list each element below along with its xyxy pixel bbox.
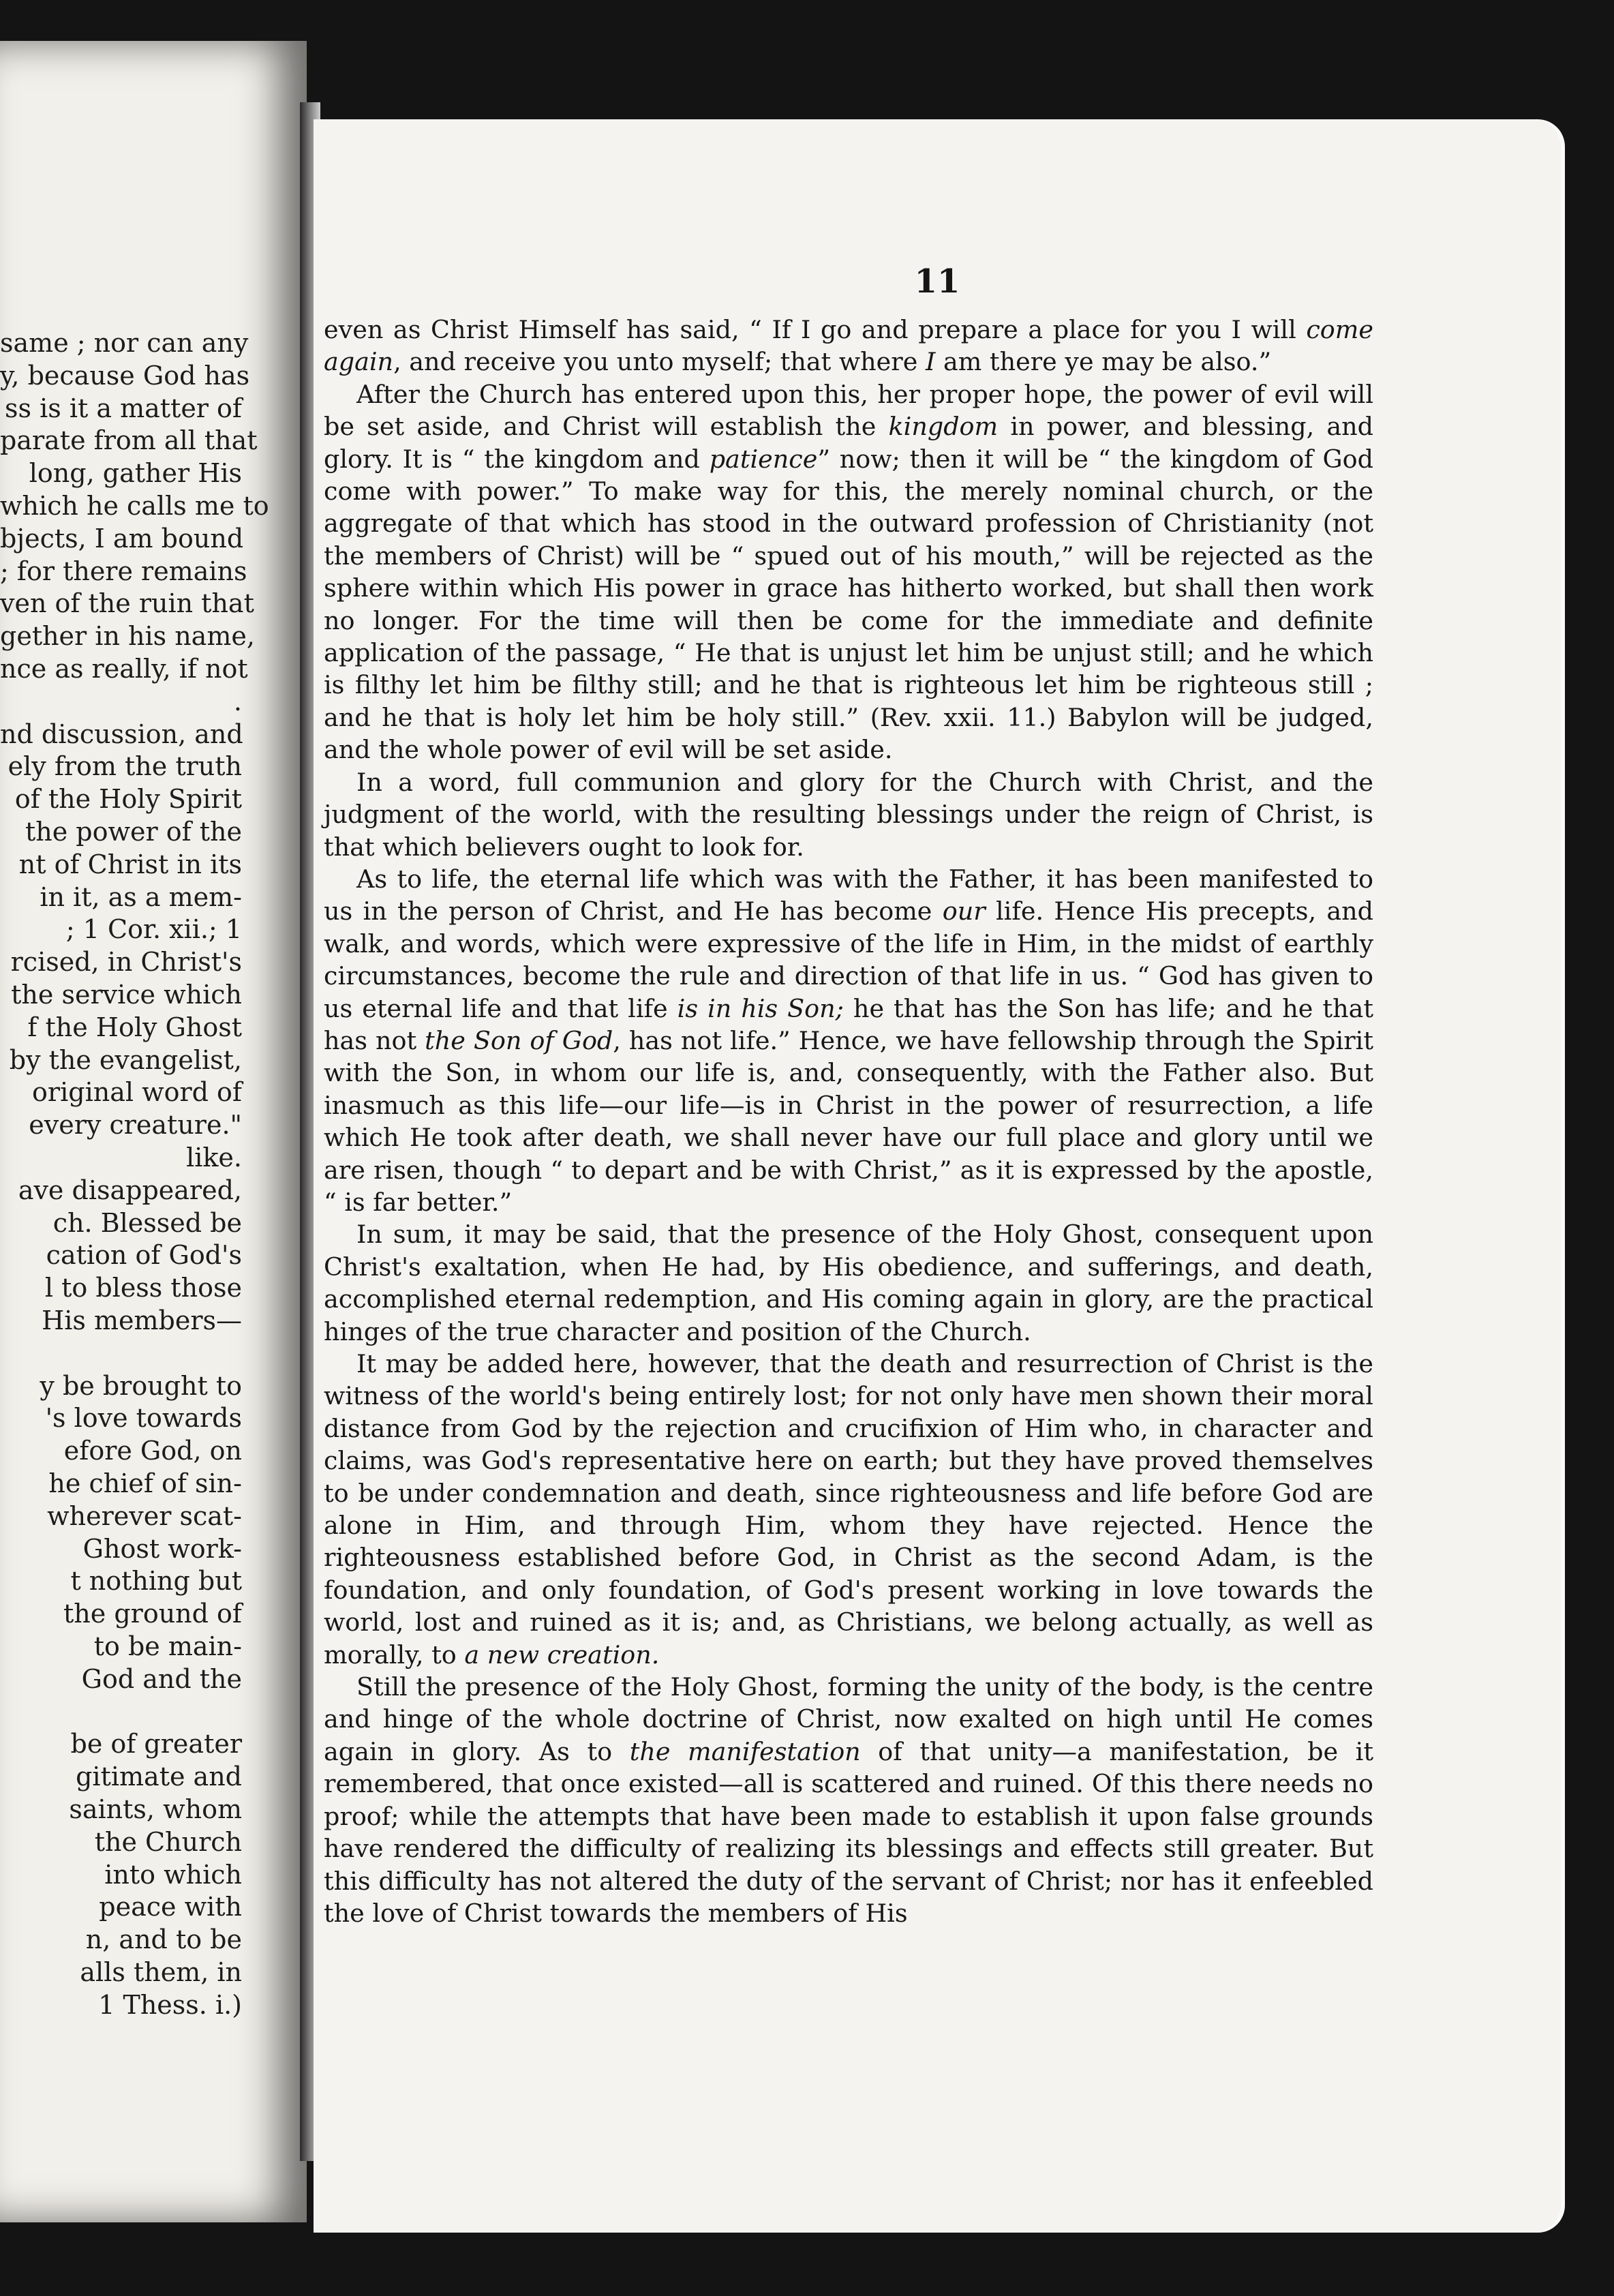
left-page-line: ven of the ruin that — [0, 588, 254, 619]
left-page-line: bjects, I am bound — [0, 523, 244, 554]
left-page-line: Ghost work- — [82, 1533, 242, 1564]
left-page-line: peace with — [99, 1892, 242, 1922]
text-run: , and receive you unto myself; that where — [393, 347, 926, 377]
left-page-line: gitimate and — [76, 1762, 242, 1792]
left-page-line: cation of God's — [46, 1240, 242, 1271]
left-page-line: nce as really, if not — [0, 654, 248, 684]
page-body-text — [324, 314, 1373, 1929]
left-page-line: . — [233, 686, 242, 716]
text-run: even as Christ Himself has said, “ If I go and prepare a place for you I will — [324, 315, 1307, 344]
left-page-line: the service which — [11, 980, 242, 1010]
left-page-line: the ground of — [63, 1599, 242, 1629]
left-page-line: y be brought to — [40, 1370, 242, 1401]
left-page-line: 1 Thess. i.) — [98, 1989, 242, 2020]
left-page-line: like. — [186, 1143, 242, 1173]
italic-phrase: kingdom — [888, 412, 999, 442]
left-page-line: nd discussion, and — [0, 719, 243, 749]
paragraph — [324, 1218, 1373, 1348]
left-page-line: the Church — [94, 1826, 242, 1857]
text-run: It may be added here, however, that the death and resurrection of Christ is the witness of the world's being entirely lost; for not only have men shown their moral distance from God by the rejection and crucifixion of Him who, in character and claims, was God's representative here on earth; but they have proved themselves to be under condemnation and death, since righteousness and life before God are alone in Him, and through Him, whom they have rejected. Hence the righteousness established before God, in Christ as the second Adam, is the foundation, and only foundation, of God's present working in love towards the world, lost and ruined as it is; and, as Christians, we belong actually, as well as morally, to — [324, 1349, 1373, 1670]
left-page-line: long, gather His — [29, 458, 242, 489]
left-page-line: original word of — [32, 1077, 242, 1108]
left-page-line: l to bless those — [44, 1273, 242, 1303]
left-page-line: ; for there remains — [0, 556, 247, 586]
text-run: , has not life.” Hence, we have fellowship through the Spirit with the Son, in whom our life is, and, consequently, with the Father also. But inasmuch as this life—our life—is in Christ in the power of resurrection, a life which He took after death, we shall never have our full place and glory until we are risen, though “ to depart and be with Christ,” as it is expressed by the apostle, “ is far better.” — [324, 1025, 1373, 1217]
page-number: 11 — [914, 262, 960, 301]
text-run: he that has the Son has life; and he that has not — [324, 993, 1373, 1055]
paragraph — [324, 314, 1373, 378]
left-page — [0, 41, 307, 2222]
left-page-line: n, and to be — [85, 1924, 242, 1955]
italic-phrase: a new creation. — [464, 1640, 660, 1670]
paragraph — [324, 1348, 1373, 1671]
left-page-line: of the Holy Spirit — [14, 784, 242, 815]
left-page-line: ely from the truth — [7, 751, 242, 782]
text-run: life. Hence His precepts, and walk, and words, which were expressive of the life in Him, in the midst of earthly circumstances, become the rule and direction of that life in us. “ God has given to us eternal life and that life — [324, 896, 1374, 1023]
text-run: In sum, it may be said, that the presence of the Holy Ghost, consequent upon Christ's exaltation, when He had, by His obedience, and sufferings, and death, accomplished eternal redemption, and His coming again in glory, are the practical hinges of the true character and position of the Church. — [324, 1220, 1373, 1346]
left-page-line: parate from all that — [0, 425, 258, 456]
left-page-line: in it, as a mem- — [40, 881, 242, 912]
left-page-line: f the Holy Ghost — [27, 1012, 242, 1042]
italic-phrase: come again — [324, 315, 1373, 377]
italic-phrase: the manifestation — [629, 1736, 861, 1766]
left-page-line: y, because God has — [0, 360, 250, 391]
left-page-line: God and the — [81, 1663, 242, 1694]
left-page-line: ch. Blessed be — [52, 1207, 242, 1238]
left-page-line: His members— — [42, 1305, 242, 1335]
left-page-line: wherever scat- — [47, 1500, 242, 1531]
text-run: of that unity—a manifestation, be it remembered, that once existed—all is scattered and ruined. Of this there needs no proof; while the attempts that have been made to establish it upon false grounds have rendered the difficulty of realizing its blessings and effects still greater. But this difficulty has not altered the duty of the servant of Christ; nor has it enfeebled the love of Christ towards the members of His — [324, 1736, 1373, 1928]
left-page-line: which he calls me to — [0, 491, 269, 521]
paragraph — [324, 378, 1373, 766]
italic-phrase: patience — [709, 444, 818, 474]
text-run: Still the presence of the Holy Ghost, forming the unity of the body, is the centre and hinge of the whole doctrine of Christ, now exalted on high until He comes again in glory. As to — [324, 1672, 1373, 1766]
left-page-line: same ; nor can any — [0, 328, 249, 358]
left-page-line: 's love towards — [45, 1403, 242, 1434]
left-page-line: ss is it a matter of — [5, 393, 242, 423]
left-page-line: t nothing but — [70, 1566, 242, 1597]
text-run: in power, and blessing, and glory. It is “ the kingdom and — [324, 412, 1374, 474]
text-run: am there ye may be also.” — [935, 347, 1272, 377]
text-run: ” now; then it will be “ the kingdom of God come with power.” To make way for this, the merely nominal church, or the aggregate of that which has stood in the outward profession of Christianity (not the members of Christ) will be “ spued out of his mouth,” will be rejected as the sphere within which His power in grace has hitherto worked, but shall then work no longer. For the time will then be come for the immediate and definite application of the passage, “ He that is unjust let him be unjust still; and he which is filthy let him be filthy still; and he that is righteous let him be righteous still ; and he that is holy let him be holy still.” (Rev. xxii. 11.) Babylon will be judged, and the whole power of evil will be set aside. — [324, 444, 1373, 765]
italic-phrase: I — [925, 347, 936, 377]
left-page-line: by the evangelist, — [9, 1044, 242, 1075]
italic-phrase: is in his Son; — [677, 993, 844, 1023]
paragraph — [324, 863, 1373, 1218]
left-page-line: ; 1 Cor. xii.; 1 — [65, 914, 242, 945]
left-page-line: into which — [104, 1859, 242, 1890]
left-page-line: saints, whom — [69, 1794, 242, 1824]
left-page-line: the power of the — [25, 817, 242, 847]
left-page-line: ave disappeared, — [18, 1175, 242, 1205]
left-page-line: gether in his name, — [0, 621, 255, 652]
left-page-line: be of greater — [70, 1729, 242, 1759]
left-page-line: every creature." — [29, 1110, 242, 1141]
left-page-line: to be main- — [93, 1631, 242, 1661]
left-page-line: alls them, in — [80, 1957, 242, 1987]
paragraph — [324, 1671, 1373, 1929]
left-page-line: rcised, in Christ's — [10, 947, 242, 978]
text-run: After the Church has entered upon this, her proper hope, the power of evil will be set aside, and Christ will establish the — [324, 379, 1373, 442]
text-run: In a word, full communion and glory for the Church with Christ, and the judgment of the world, with the resulting blessings under the reign of Christ, is that which believers ought to look for. — [324, 767, 1373, 862]
left-page-line: efore God, on — [63, 1436, 242, 1466]
left-page-line: he chief of sin- — [48, 1468, 242, 1498]
text-run: As to life, the eternal life which was with the Father, it has been manifested to us in the person of Christ, and He has become — [324, 864, 1373, 926]
left-page-line: nt of Christ in its — [18, 849, 242, 879]
italic-phrase: our — [942, 896, 986, 926]
italic-phrase: the Son of God — [425, 1025, 613, 1055]
paragraph — [324, 766, 1373, 863]
